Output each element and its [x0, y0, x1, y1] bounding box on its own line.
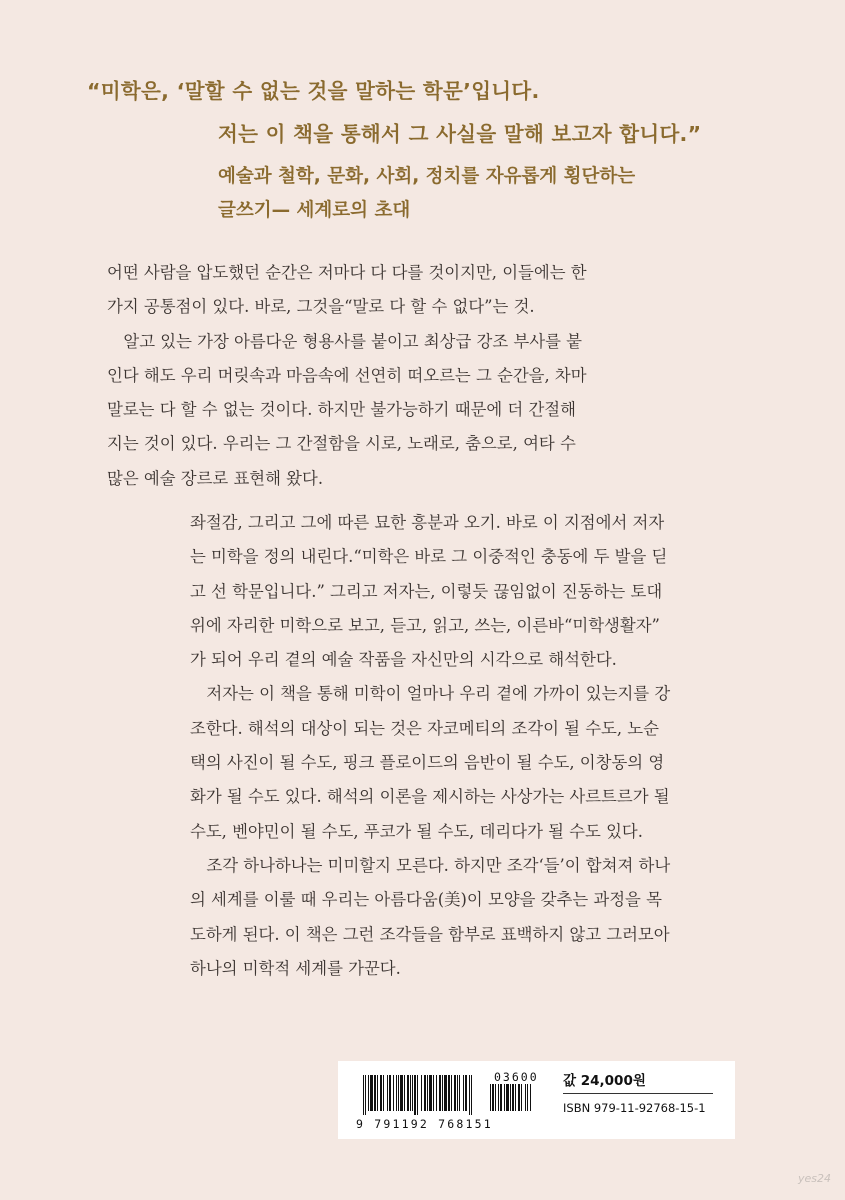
text-line: 어떤 사람을 압도했던 순간은 저마다 다 다를 것이지만, 이들에는 한: [107, 263, 587, 282]
text-line: 알고 있는 가장 아름다운 형용사를 붙이고 최상급 강조 부사를 붙: [107, 331, 582, 351]
tagline-line-1: 예술과 철학, 문화, 사회, 정치를 자유롭게 횡단하는: [218, 166, 636, 187]
barcode-bar: [459, 1075, 460, 1111]
text-line: 많은 예술 장르로 표현해 왔다.: [107, 468, 324, 488]
text-line: 좌절감, 그리고 그에 따른 묘한 흥분과 오기. 바로 이 지점에서 저자: [190, 513, 665, 532]
text-line: 하나의 미학적 세계를 가꾼다.: [190, 958, 401, 978]
barcode-bar: [429, 1075, 432, 1111]
barcode-bar: [515, 1084, 516, 1111]
barcode-bar: [448, 1075, 450, 1111]
barcode-bar: [498, 1084, 499, 1111]
barcode-bar: [527, 1084, 528, 1111]
text-line: 수도, 벤야민이 될 수도, 푸코가 될 수도, 데리다가 될 수도 있다.: [190, 821, 643, 841]
text-line: 가지 공통점이 있다. 바로, 그것을“말로 다 할 수 없다”는 것.: [107, 297, 535, 317]
barcode-bar: [380, 1075, 382, 1111]
barcode-bar: [506, 1084, 509, 1111]
barcode-bar: [518, 1084, 520, 1111]
price-label: 값 24,000원: [563, 1073, 646, 1089]
barcode-bar: [469, 1075, 470, 1115]
price-divider: [563, 1093, 713, 1094]
barcode-bar: [365, 1075, 366, 1115]
barcode-bar: [530, 1084, 531, 1111]
barcode-bar: [404, 1075, 405, 1111]
barcode-bar: [363, 1075, 364, 1115]
headline-quote-line-2: 저는 이 책을 통해서 그 사실을 말해 보고자 합니다.”: [218, 122, 702, 146]
barcode-bar: [400, 1075, 403, 1111]
barcode-bar: [457, 1075, 458, 1111]
barcode-bar: [439, 1075, 441, 1111]
barcode-bar: [490, 1084, 491, 1111]
text-line: 고 선 학문입니다.” 그리고 저자는, 이렇듯 끊임없이 진동하는 토대: [190, 581, 663, 601]
barcode-bar: [377, 1075, 378, 1111]
barcode-bar: [424, 1075, 426, 1111]
text-line: 화가 될 수도 있다. 해석의 이론을 제시하는 사상가는 사르트르가 될: [190, 787, 670, 807]
barcode-bar: [504, 1084, 505, 1111]
text-line: 가 되어 우리 곁의 예술 작품을 자신만의 시각으로 해석한다.: [190, 650, 617, 670]
barcode-bar: [451, 1075, 452, 1111]
barcode-bar: [471, 1075, 472, 1115]
description-paragraph: [190, 506, 670, 986]
barcode-bar: [393, 1075, 394, 1111]
text-line: 말로는 다 할 수 없는 것이다. 하지만 불가능하기 때문에 더 간절해: [107, 400, 576, 420]
text-line: 위에 자리한 미학으로 보고, 듣고, 읽고, 쓰는, 이른바“미학생활자”: [190, 615, 660, 635]
barcode-bar: [417, 1075, 418, 1115]
barcode-bar: [427, 1075, 428, 1111]
barcode-bar: [389, 1075, 391, 1111]
barcode-bar: [444, 1075, 447, 1111]
barcode-bar: [521, 1084, 522, 1111]
intro-paragraph: [107, 256, 587, 496]
barcode-bar: [396, 1075, 397, 1111]
barcode-bar: [436, 1075, 437, 1111]
headline-quote-line-1: “미학은, ‘말할 수 없는 것을 말하는 학문’입니다.: [87, 79, 540, 103]
text-line: 는 미학을 정의 내린다.“미학은 바로 그 이중적인 충동에 두 발을 딛: [190, 547, 668, 567]
isbn-label: ISBN 979-11-92768-15-1: [563, 1101, 706, 1115]
barcode-bar: [454, 1075, 456, 1111]
barcode-bar: [433, 1075, 434, 1111]
text-line: 저자는 이 책을 통해 미학이 얼마나 우리 곁에 가까이 있는지를 강: [190, 684, 671, 704]
barcode-bar: [407, 1075, 409, 1111]
barcode-bar: [465, 1075, 467, 1111]
watermark-logo: yes24: [798, 1172, 832, 1185]
barcode-bar: [421, 1075, 422, 1111]
addon-code: 03600: [494, 1070, 539, 1084]
barcode-bar: [387, 1075, 388, 1111]
barcode-bar: [510, 1084, 511, 1111]
barcode-bar: [414, 1075, 416, 1115]
barcode-bar: [398, 1075, 399, 1111]
text-line: 조한다. 해석의 대상이 되는 것은 자코메티의 조각이 될 수도, 노순: [190, 718, 659, 738]
barcode-digits: 9 791192 768151: [356, 1117, 493, 1131]
text-line: 의 세계를 이룰 때 우리는 아름다움(美)이 모양을 갖추는 과정을 목: [190, 890, 662, 910]
barcode-bar: [383, 1075, 384, 1111]
text-line: 지는 것이 있다. 우리는 그 간절함을 시로, 노래로, 춤으로, 여타 수: [107, 434, 576, 454]
text-line: 인다 해도 우리 머릿속과 마음속에 선연히 떠오르는 그 순간을, 차마: [107, 365, 587, 385]
tagline-line-2: 글쓰기— 세계로의 초대: [218, 200, 411, 221]
text-line: 도하게 된다. 이 책은 그런 조각들을 함부로 표백하지 않고 그러모아: [190, 924, 670, 944]
barcode-bar: [500, 1084, 502, 1111]
barcode-bar: [525, 1084, 526, 1111]
barcode-bar: [442, 1075, 443, 1111]
isbn-barcode: [363, 1075, 483, 1115]
barcode-bar: [368, 1075, 369, 1111]
barcode-panel: [338, 1061, 735, 1139]
barcode-bar: [512, 1084, 514, 1111]
barcode-bar: [492, 1084, 494, 1111]
addon-barcode: [490, 1084, 542, 1115]
barcode-bar: [412, 1075, 413, 1111]
barcode-bar: [410, 1075, 411, 1111]
text-line: 조각 하나하나는 미미할지 모른다. 하지만 조각‘들’이 합쳐져 하나: [190, 855, 671, 875]
text-line: 택의 사진이 될 수도, 핑크 플로이드의 음반이 될 수도, 이창동의 영: [190, 753, 665, 773]
barcode-bar: [374, 1075, 376, 1111]
barcode-bar: [370, 1075, 373, 1111]
barcode-bar: [463, 1075, 464, 1111]
barcode-bar: [495, 1084, 496, 1111]
